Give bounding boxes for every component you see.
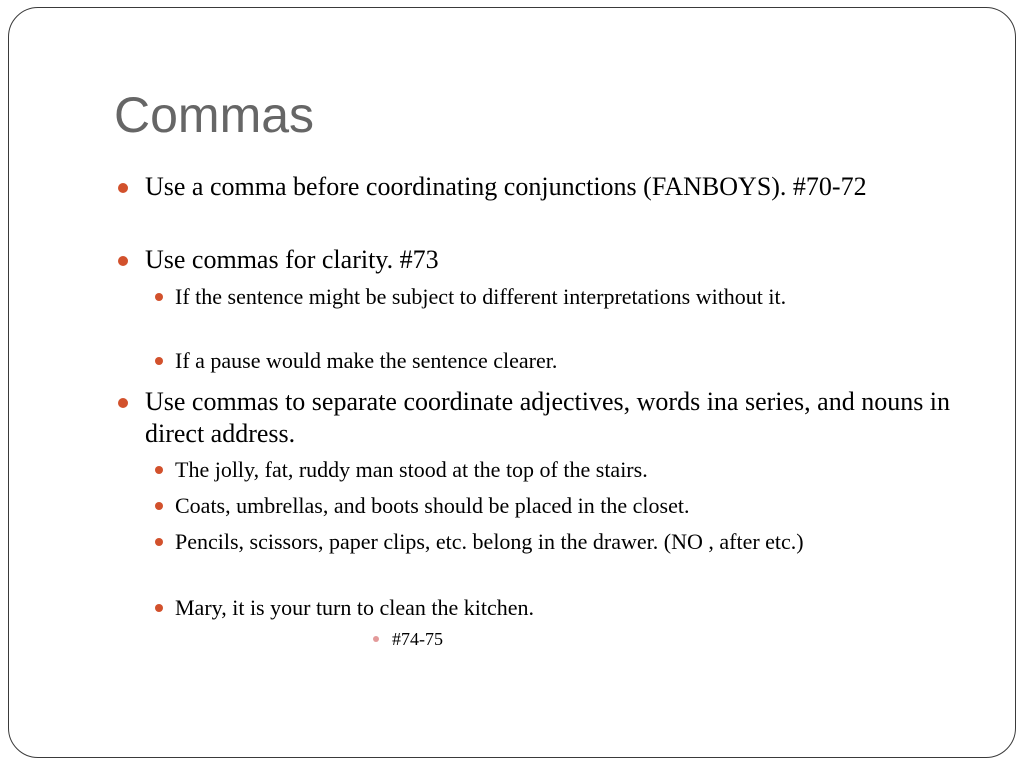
slide-content (9, 8, 1015, 757)
sub-bullet-item (175, 282, 975, 311)
slide-frame (8, 7, 1016, 758)
bullet-dot-icon (118, 398, 128, 408)
bullet-text: Mary, it is your turn to clean the kitchen. (175, 595, 535, 620)
bullet-dot-icon (155, 538, 163, 546)
bullet-dot-icon (155, 466, 163, 474)
bullet-item (145, 386, 975, 450)
bullet-text: Use commas for clarity. #73 (145, 245, 439, 274)
bullet-dot-icon (155, 293, 163, 301)
bullet-text: If the sentence might be subject to different interpretations without it. (175, 284, 787, 309)
sub-bullet-item (175, 527, 975, 556)
bullet-text: Coats, umbrellas, and boots should be placed in the closet. (175, 493, 690, 518)
bullet-item (145, 244, 975, 276)
bullet-dot-icon (155, 357, 163, 365)
bullet-dot-icon (118, 256, 128, 266)
sub-bullet-item (175, 491, 975, 520)
bullet-text: Pencils, scissors, paper clips, etc. belong in the drawer. (NO , after etc.) (175, 529, 804, 554)
bullet-text: Use commas to separate coordinate adjectives, words ina series, and nouns in direct address. (145, 387, 951, 448)
bullet-dot-icon (373, 636, 379, 642)
sub-sub-bullet-item (392, 628, 692, 650)
bullet-text: If a pause would make the sentence clearer. (175, 348, 558, 373)
bullet-text: #74-75 (392, 629, 443, 649)
bullet-text: The jolly, fat, ruddy man stood at the top of the stairs. (175, 457, 648, 482)
bullet-dot-icon (155, 604, 163, 612)
sub-bullet-item (175, 593, 975, 622)
bullet-dot-icon (118, 183, 128, 193)
sub-bullet-item (175, 346, 975, 375)
bullet-text: Use a comma before coordinating conjunctions (FANBOYS). #70-72 (145, 172, 867, 201)
sub-bullet-item (175, 455, 975, 484)
bullet-item (145, 171, 975, 203)
bullet-dot-icon (155, 502, 163, 510)
slide-title: Commas (114, 87, 315, 143)
